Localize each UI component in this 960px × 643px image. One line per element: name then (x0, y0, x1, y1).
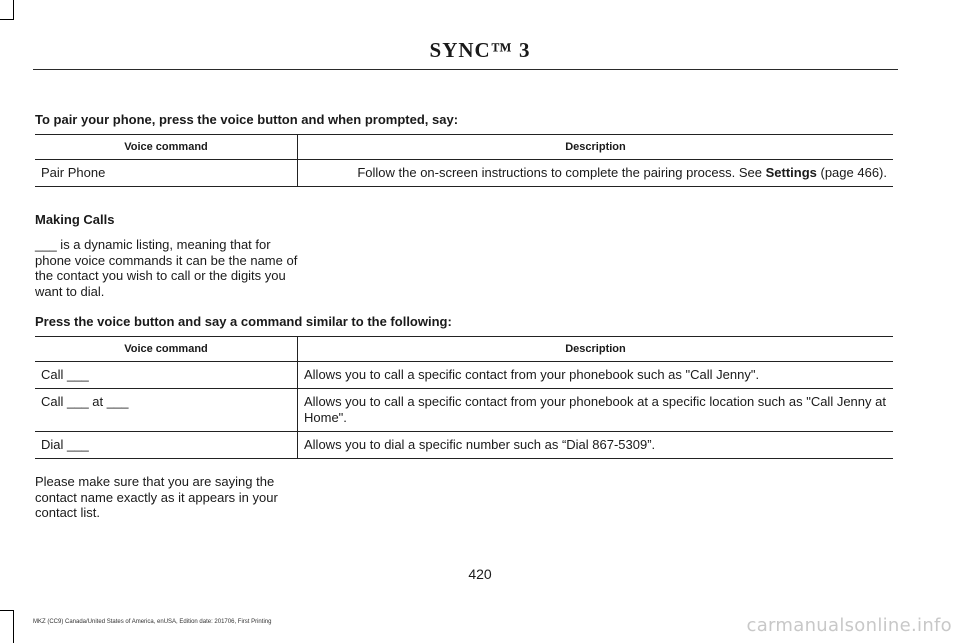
page-number: 420 (468, 566, 492, 582)
contact-name-note: Please make sure that you are saying the contact name exactly as it appears in your contact list. (35, 474, 278, 520)
crop-mark (0, 19, 14, 20)
table-row (35, 432, 893, 459)
call-heading: Press the voice button and say a command similar to the following: (35, 314, 452, 329)
crop-mark (13, 0, 14, 20)
description-text: Follow the on-screen instructions to complete the pairing process. See (357, 165, 766, 180)
table-row (35, 362, 893, 389)
making-calls-body: ___ is a dynamic listing, meaning that for phone voice commands it can be the name of the contact you wish to call or the digits you want to dial. (35, 237, 298, 299)
watermark: carmanualsonline.info (746, 615, 952, 636)
pair-heading: To pair your phone, press the voice button and when prompted, say: (35, 112, 459, 127)
header-rule (33, 69, 898, 70)
crop-mark (13, 610, 14, 643)
column-header-voice-command: Voice command (35, 135, 298, 160)
description-cell: Allows you to call a specific contact from your phonebook such as "Call Jenny". (298, 362, 894, 389)
edition-footer: MKZ (CC9) Canada/United States of America, enUSA, Edition date: 201706, First Printing (33, 619, 272, 625)
table-row (35, 389, 893, 432)
command-cell: Pair Phone (35, 160, 298, 187)
description-cell (298, 160, 894, 187)
description-cell: Allows you to dial a specific number such as “Dial 867-5309”. (298, 432, 894, 459)
command-cell: Dial ___ (35, 432, 298, 459)
page-header-title: SYNC™ 3 (429, 38, 531, 62)
settings-link[interactable]: Settings (765, 165, 817, 180)
description-cell: Allows you to call a specific contact from your phonebook at a specific location such as "Call Jenny at Home". (298, 389, 894, 432)
command-cell: Call ___ (35, 362, 298, 389)
table-row (35, 160, 893, 187)
column-header-voice-command: Voice command (35, 337, 298, 362)
crop-mark (0, 610, 14, 611)
column-header-description: Description (298, 135, 894, 160)
call-commands-table (35, 336, 893, 459)
making-calls-heading: Making Calls (35, 212, 115, 227)
command-cell: Call ___ at ___ (35, 389, 298, 432)
pair-commands-table (35, 134, 893, 187)
description-text: (page 466). (816, 165, 887, 180)
column-header-description: Description (298, 337, 894, 362)
